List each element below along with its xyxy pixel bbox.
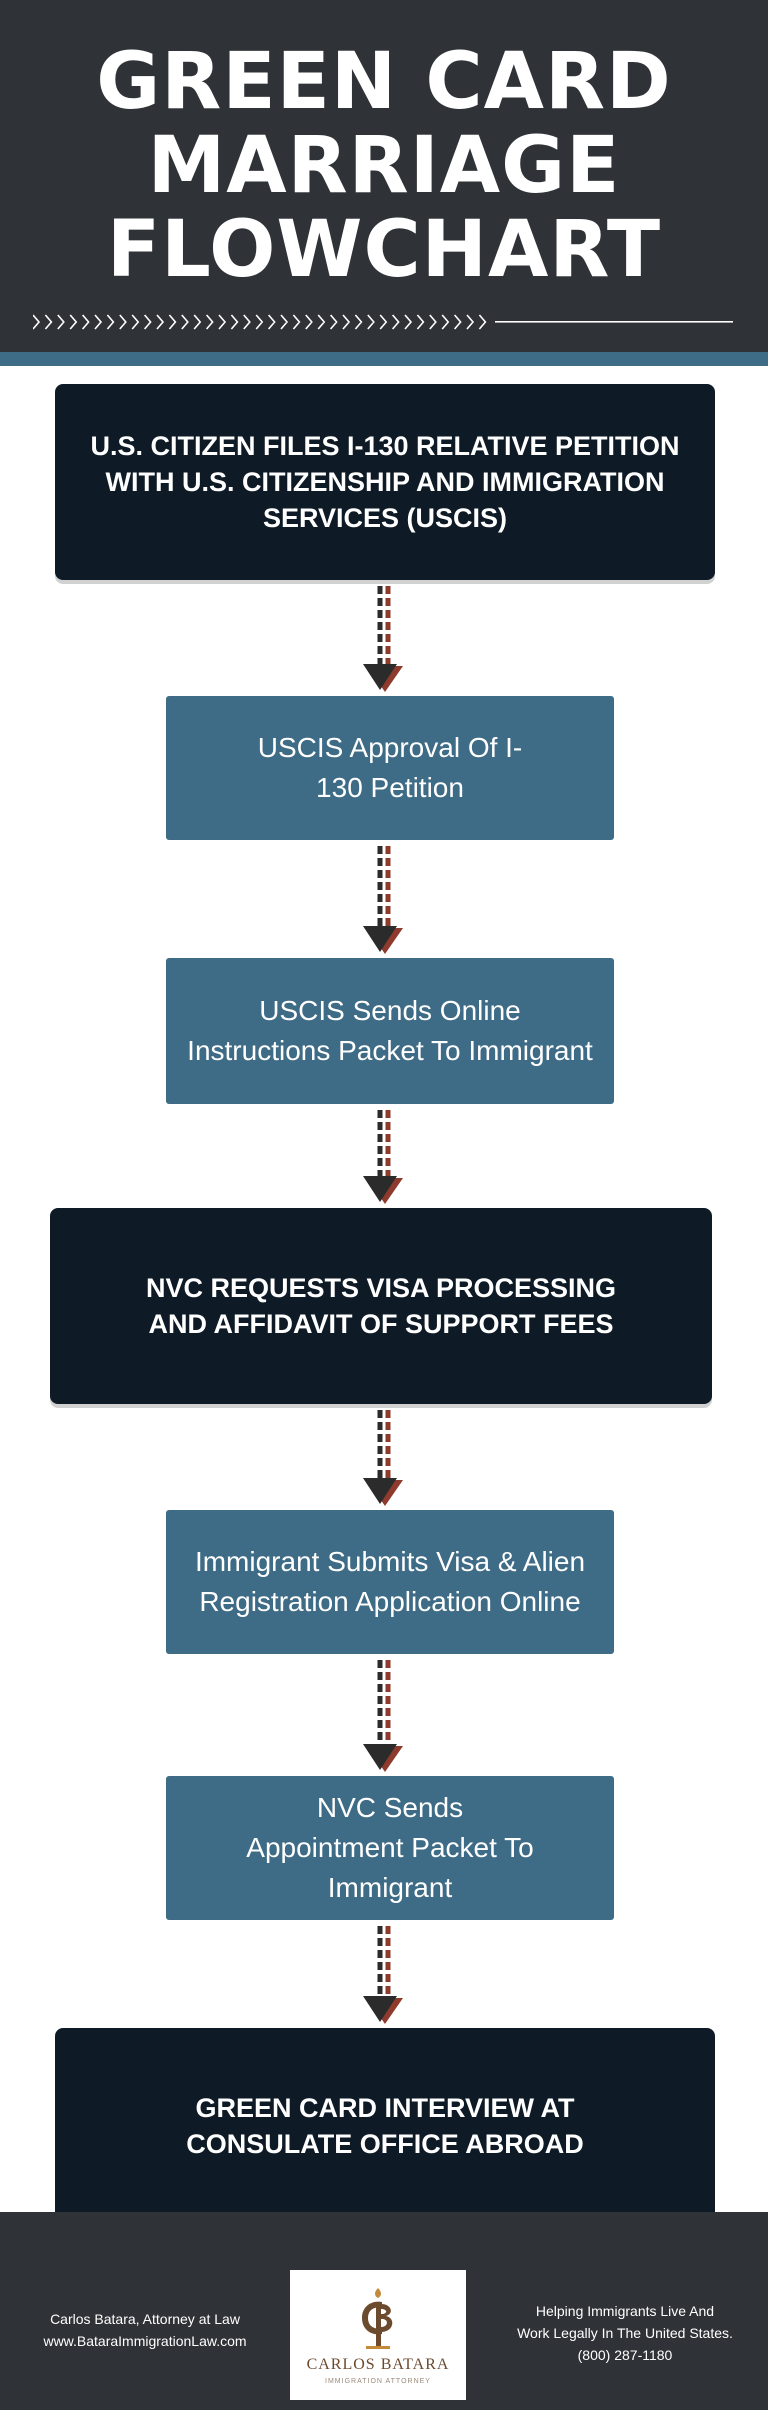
- title-line-1: GREEN CARD: [96, 37, 672, 127]
- step-2-text: USCIS Approval Of I-130 Petition: [257, 732, 523, 803]
- title-line-3: FLOWCHART: [106, 205, 662, 295]
- logo-subtitle: IMMIGRATION ATTORNEY: [325, 2378, 431, 2385]
- title-line-2: MARRIAGE: [147, 121, 621, 211]
- footer: [0, 2212, 768, 2410]
- step-1-box: [55, 384, 715, 580]
- attorney-name: Carlos Batara, Attorney at Law: [50, 2311, 240, 2327]
- accent-divider: [0, 352, 768, 366]
- step-5-text: Immigrant Submits Visa & Alien Registration Application Online: [194, 1546, 586, 1617]
- arrow-down-icon: [355, 1920, 415, 2028]
- website-link[interactable]: www.BataraImmigrationLaw.com: [43, 2333, 247, 2349]
- step-7-text: GREEN CARD INTERVIEW AT CONSULATE OFFICE ABROAD: [186, 2093, 584, 2159]
- header-banner: [0, 0, 768, 352]
- step-6-text: NVC Sends Appointment Packet To Immigrant: [246, 1792, 534, 1903]
- step-3-text: USCIS Sends Online Instructions Packet To Immigrant: [187, 995, 593, 1066]
- logo: [290, 2270, 466, 2400]
- arrow-down-icon: [355, 1404, 415, 1510]
- page-title: [0, 37, 768, 295]
- tagline-line-1: Helping Immigrants Live And: [535, 2303, 715, 2319]
- logo-wordmark: CARLOS BATARA: [306, 2356, 450, 2373]
- phone-number[interactable]: (800) 287-1180: [577, 2347, 673, 2363]
- step-4-text: NVC REQUESTS VISA PROCESSING AND AFFIDAVIT OF SUPPORT FEES: [145, 1273, 617, 1339]
- arrow-down-icon: [355, 580, 415, 696]
- arrow-down-icon: [355, 840, 415, 958]
- tagline-line-2: Work Legally In The United States.: [517, 2325, 733, 2341]
- step-3-box: [166, 958, 614, 1104]
- arrow-down-icon: [355, 1104, 415, 1208]
- arrow-down-icon: [355, 1654, 415, 1776]
- step-4-box: [50, 1208, 712, 1404]
- footer-tagline: [500, 2300, 750, 2366]
- footer-contact: [30, 2308, 260, 2352]
- step-5-box: [166, 1510, 614, 1654]
- step-6-box: [166, 1776, 614, 1920]
- step-2-box: [166, 696, 614, 840]
- step-1-text: U.S. CITIZEN FILES I-130 RELATIVE PETITION WITH U.S. CITIZENSHIP AND IMMIGRATION SERVICES (USCIS): [90, 431, 680, 533]
- cb-monogram-icon: [348, 2284, 408, 2354]
- step-7-box: [55, 2028, 715, 2224]
- chevron-divider-icon: [33, 313, 733, 331]
